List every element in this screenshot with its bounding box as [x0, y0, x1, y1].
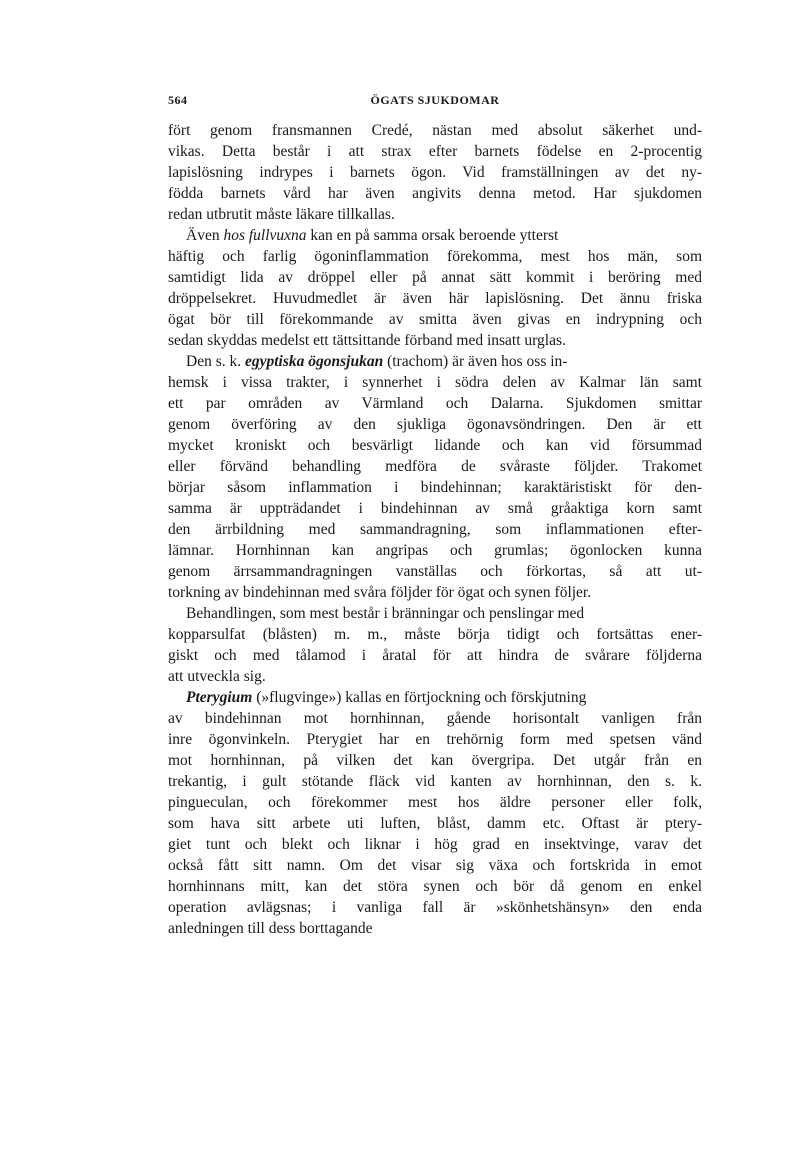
text-line: samtidigt lida av dröppel eller på annat sätt kommit i beröring med — [168, 269, 702, 286]
text-line: börjar såsom inflammation i bindehinnan; karaktäristiskt för den- — [168, 479, 702, 496]
text-line: mot hornhinnan, på vilken det kan övergripa. Det utgår från en — [168, 752, 702, 769]
text-line: pingueculan, och förekommer mest hos äldre personer eller folk, — [168, 794, 702, 811]
text-line: inre ögonvinkeln. Pterygiet har en trehörnig form med spetsen vänd — [168, 731, 702, 748]
text-line: av bindehinnan mot hornhinnan, gående horisontalt vanligen från — [168, 710, 702, 727]
italic-term: hos fullvuxna — [223, 227, 307, 244]
text-line: Pterygium (»flugvinge») kallas en förtjockning och förskjutning — [186, 689, 587, 706]
text-line: operation avlägsnas; i vanliga fall är »skönhetshänsyn» den enda — [168, 899, 702, 916]
text-line: Behandlingen, som mest består i bränningar och penslingar med — [186, 605, 585, 622]
text-line: genom ärrsammandragningen vanställas och förkortas, så att ut- — [168, 563, 702, 580]
running-title: ÖGATS SJUKDOMAR — [370, 93, 500, 107]
text-line: giet tunt och blekt och liknar i hög grad en insektvinge, varav det — [168, 836, 702, 853]
text-line: redan utbrutit måste läkare tillkallas. — [168, 206, 395, 223]
text-line: lämnar. Hornhinnan kan angripas och grumlas; ögonlocken kunna — [168, 542, 702, 559]
text-line: ögat bör till förekommande av smitta även givas en indrypning och — [168, 311, 702, 328]
text-line: sedan skyddas medelst ett tättsittande förband med insatt urglas. — [168, 332, 566, 349]
text-line: häftig och farlig ögoninflammation förekomma, mest hos män, som — [168, 248, 702, 265]
text-line: att utveckla sig. — [168, 668, 266, 685]
text-line: trekantig, i gult stötande fläck vid kanten av hornhinnan, den s. k. — [168, 773, 702, 790]
page-number: 564 — [168, 93, 188, 107]
text-line: kopparsulfat (blåsten) m. m., måste börja tidigt och fortsättas ener- — [168, 626, 702, 643]
text-line: mycket kroniskt och besvärligt lidande och kan vid försummad — [168, 437, 702, 454]
text-line: samma är uppträdandet i bindehinnan av små gråaktiga korn samt — [168, 500, 702, 517]
text-line: också fått sitt namn. Om det visar sig växa och fortskrida in emot — [168, 857, 702, 874]
italic-term: Pterygium — [186, 689, 253, 706]
text-line: dröppelsekret. Huvudmedlet är även här lapislösning. Det ännu friska — [168, 290, 702, 307]
text-line: eller förvänd behandling medföra de svåraste följder. Trakomet — [168, 458, 702, 475]
text-line: Den s. k. egyptiska ögonsjukan (trachom) är även hos oss in- — [186, 353, 568, 370]
text-line: genom överföring av den sjukliga ögonavsöndringen. Den är ett — [168, 416, 702, 433]
text-line: hemsk i vissa trakter, i synnerhet i södra delen av Kalmar län samt — [168, 374, 702, 391]
text-line: fört genom fransmannen Credé, nästan med absolut säkerhet und- — [168, 122, 702, 139]
italic-term: egyptiska ögonsjukan — [244, 353, 384, 370]
text-line: vikas. Detta består i att strax efter barnets födelse en 2-procentig — [168, 143, 702, 160]
body-text — [168, 120, 702, 939]
text-line: Även hos fullvuxna kan en på samma orsak beroende ytterst — [186, 227, 559, 244]
text-line: som hava sitt arbete uti luften, blåst, damm etc. Oftast är ptery- — [168, 815, 702, 832]
text-line: giskt och med tålamod i åratal för att hindra de svårare följderna — [168, 647, 702, 664]
text-line: hornhinnans mitt, kan det störa synen och bör då genom en enkel — [168, 878, 702, 895]
text-line: anledningen till dess borttagande — [168, 920, 373, 937]
text-line: den ärrbildning med sammandragning, som inflammationen efter- — [168, 521, 702, 538]
text-line: ett par områden av Värmland och Dalarna. Sjukdomen smittar — [168, 395, 702, 412]
page-header — [168, 93, 702, 113]
text-line: lapislösning indrypes i barnets ögon. Vid framställningen av det ny- — [168, 164, 702, 181]
text-line: födda barnets vård har även angivits denna metod. Har sjukdomen — [168, 185, 702, 202]
text-line: torkning av bindehinnan med svåra följder för ögat och synen följer. — [168, 584, 592, 601]
